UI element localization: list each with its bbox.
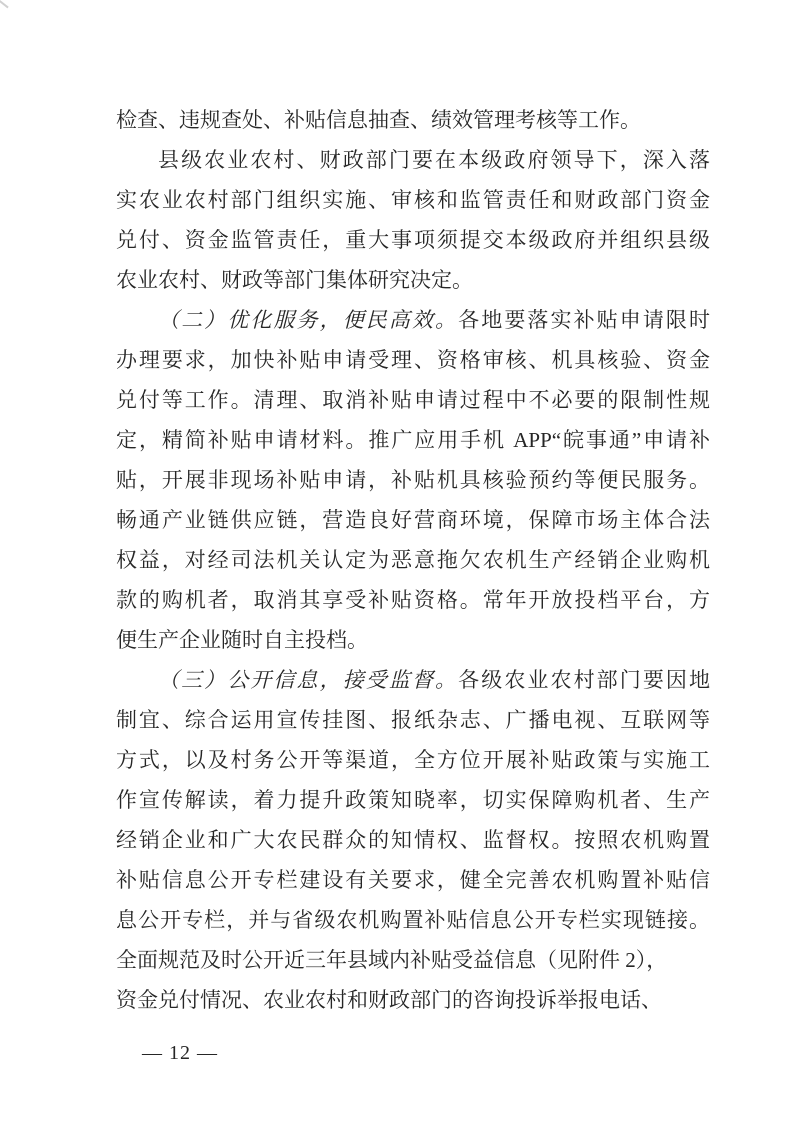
body-text: 兑付、资金监管责任，重大事项须提交本级政府并组织县级: [116, 228, 710, 252]
text-line: [116, 140, 710, 180]
text-line: [116, 700, 710, 740]
body-text: 检查、违规查处、补贴信息抽查、绩效管理考核等工作。: [116, 108, 641, 132]
scan-corner-artifact: [0, 0, 9, 8]
body-text: 经销企业和广大农民群众的知情权、监督权。按照农机购置: [116, 828, 710, 852]
text-line: [116, 620, 710, 660]
body-text: 权益，对经司法机关认定为恶意拖欠农机生产经销企业购机: [116, 548, 710, 572]
text-line: [116, 220, 710, 260]
section-heading-text: （二）优化服务，便民高效。: [158, 308, 459, 332]
body-text: 办理要求，加快补贴申请受理、资格审核、机具核验、资金: [116, 348, 710, 372]
body-text: 补贴信息公开专栏建设有关要求，健全完善农机购置补贴信: [116, 868, 710, 892]
text-line: [116, 780, 710, 820]
body-text: 农业农村、财政等部门集体研究决定。: [116, 268, 473, 292]
text-line: [116, 500, 710, 540]
text-line: [116, 900, 710, 940]
body-text: 制宜、综合运用宣传挂图、报纸杂志、广播电视、互联网等: [116, 708, 710, 732]
body-text: 息公开专栏，并与省级农机购置补贴信息公开专栏实现链接。: [116, 908, 710, 932]
page-number: — 12 —: [142, 1042, 218, 1064]
text-line: [116, 980, 710, 1020]
body-text: 畅通产业链供应链，营造良好营商环境，保障市场主体合法: [116, 508, 710, 532]
text-line: [116, 580, 710, 620]
body-text: 实农业农村部门组织实施、审核和监管责任和财政部门资金: [116, 188, 710, 212]
body-text: 各级农业农村部门要因地: [458, 668, 711, 692]
body-text: 兑付等工作。清理、取消补贴申请过程中不必要的限制性规: [116, 388, 710, 412]
text-line: [116, 540, 710, 580]
text-line: [116, 260, 710, 300]
body-text: 资金兑付情况、农业农村和财政部门的咨询投诉举报电话、: [116, 988, 662, 1012]
document-body: [116, 100, 710, 1020]
section-heading-text: （三）公开信息，接受监督。: [158, 668, 459, 692]
body-text: 款的购机者，取消其享受补贴资格。常年开放投档平台，方: [116, 588, 710, 612]
body-text: 方式，以及村务公开等渠道，全方位开展补贴政策与实施工: [116, 748, 710, 772]
text-line: [116, 940, 710, 980]
text-line: [116, 860, 710, 900]
body-text: 各地要落实补贴申请限时: [458, 308, 711, 332]
body-text: 定，精简补贴申请材料。推广应用手机 APP“皖事通”申请补: [116, 428, 710, 452]
text-line: [116, 300, 710, 340]
text-line: [116, 180, 710, 220]
text-line: [116, 660, 710, 700]
text-line: [116, 380, 710, 420]
text-line: [116, 740, 710, 780]
text-line: [116, 340, 710, 380]
text-line: [116, 100, 710, 140]
body-text: 全面规范及时公开近三年县域内补贴受益信息（见附件 2），: [116, 948, 668, 972]
text-line: [116, 420, 710, 460]
body-text: 作宣传解读，着力提升政策知晓率，切实保障购机者、生产: [116, 788, 710, 812]
body-text: 县级农业农村、财政部门要在本级政府领导下，深入落: [158, 148, 710, 172]
body-text: 贴，开展非现场补贴申请，补贴机具核验预约等便民服务。: [116, 468, 710, 492]
text-line: [116, 460, 710, 500]
text-line: [116, 820, 710, 860]
body-text: 便生产企业随时自主投档。: [116, 628, 368, 652]
